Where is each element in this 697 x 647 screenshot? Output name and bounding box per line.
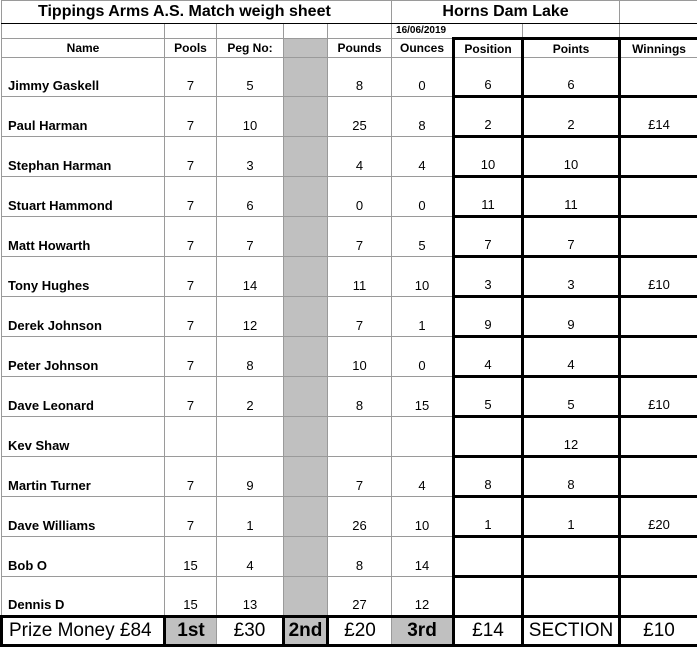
cell-position: 6: [454, 58, 523, 97]
blank-cell: [217, 24, 284, 39]
first-place-label: 1st: [165, 617, 217, 646]
cell-winnings: [620, 177, 697, 217]
match-date: 16/06/2019: [392, 24, 523, 39]
prize-label: Prize Money £84: [2, 617, 165, 646]
header-peg: Peg No:: [217, 39, 284, 58]
table-row: [2, 417, 697, 457]
cell-ounces: 12: [392, 577, 454, 617]
cell-peg: 13: [217, 577, 284, 617]
cell-pounds: 10: [328, 337, 392, 377]
cell-position: 9: [454, 297, 523, 337]
blank-cell: [165, 24, 217, 39]
title-row: [2, 1, 697, 24]
section-amount: £10: [620, 617, 697, 646]
cell-winnings: [620, 297, 697, 337]
cell-winnings: [620, 137, 697, 177]
angler-name: Tony Hughes: [2, 257, 165, 297]
cell-pounds: 8: [328, 377, 392, 417]
cell-pounds: 7: [328, 457, 392, 497]
cell-peg: 7: [217, 217, 284, 257]
gray-spacer: [284, 177, 328, 217]
blank-cell: [284, 24, 328, 39]
table-row: [2, 377, 697, 417]
table-row: [2, 177, 697, 217]
cell-winnings: [620, 217, 697, 257]
cell-position: 5: [454, 377, 523, 417]
gray-spacer: [284, 217, 328, 257]
table-row: [2, 337, 697, 377]
cell-winnings: £20: [620, 497, 697, 537]
cell-pools: 15: [165, 577, 217, 617]
gray-spacer: [284, 39, 328, 58]
angler-name: Bob O: [2, 537, 165, 577]
cell-winnings: [620, 417, 697, 457]
cell-ounces: 4: [392, 457, 454, 497]
angler-name: Martin Turner: [2, 457, 165, 497]
cell-pounds: 0: [328, 177, 392, 217]
cell-points: 6: [523, 58, 620, 97]
cell-ounces: 8: [392, 97, 454, 137]
third-place-amount: £14: [454, 617, 523, 646]
cell-winnings: £14: [620, 97, 697, 137]
gray-spacer: [284, 377, 328, 417]
cell-pounds: 8: [328, 537, 392, 577]
prize-row: [2, 617, 697, 646]
cell-points: 8: [523, 457, 620, 497]
table-row: [2, 217, 697, 257]
cell-ounces: 1: [392, 297, 454, 337]
cell-winnings: [620, 537, 697, 577]
table-row: [2, 457, 697, 497]
table-row: [2, 137, 697, 177]
header-winnings: Winnings: [620, 39, 697, 58]
cell-pools: 7: [165, 297, 217, 337]
blank-cell: [328, 24, 392, 39]
angler-name: Dave Leonard: [2, 377, 165, 417]
cell-peg: 3: [217, 137, 284, 177]
cell-position: 11: [454, 177, 523, 217]
cell-winnings: [620, 58, 697, 97]
cell-pools: 7: [165, 497, 217, 537]
cell-pools: 7: [165, 377, 217, 417]
cell-pounds: 11: [328, 257, 392, 297]
cell-winnings: [620, 337, 697, 377]
cell-pools: 15: [165, 537, 217, 577]
cell-pools: [165, 417, 217, 457]
cell-ounces: 0: [392, 177, 454, 217]
cell-pounds: 7: [328, 297, 392, 337]
second-place-label: 2nd: [284, 617, 328, 646]
gray-spacer: [284, 137, 328, 177]
cell-ounces: 0: [392, 337, 454, 377]
cell-peg: 12: [217, 297, 284, 337]
gray-spacer: [284, 297, 328, 337]
cell-points: 12: [523, 417, 620, 457]
cell-points: 1: [523, 497, 620, 537]
angler-name: Dennis D: [2, 577, 165, 617]
table-row: [2, 97, 697, 137]
cell-pools: 7: [165, 58, 217, 97]
section-label: SECTION: [523, 617, 620, 646]
cell-pounds: 7: [328, 217, 392, 257]
cell-peg: [217, 417, 284, 457]
cell-ounces: 5: [392, 217, 454, 257]
cell-position: 1: [454, 497, 523, 537]
cell-position: 10: [454, 137, 523, 177]
cell-winnings: £10: [620, 257, 697, 297]
cell-pounds: [328, 417, 392, 457]
angler-name: Paul Harman: [2, 97, 165, 137]
cell-peg: 1: [217, 497, 284, 537]
cell-peg: 8: [217, 337, 284, 377]
cell-position: 3: [454, 257, 523, 297]
gray-spacer: [284, 417, 328, 457]
cell-peg: 10: [217, 97, 284, 137]
table-row: [2, 297, 697, 337]
cell-points: 4: [523, 337, 620, 377]
table-row: [2, 497, 697, 537]
cell-points: [523, 577, 620, 617]
gray-spacer: [284, 537, 328, 577]
angler-name: Dave Williams: [2, 497, 165, 537]
cell-position: [454, 537, 523, 577]
cell-points: 5: [523, 377, 620, 417]
angler-name: Matt Howarth: [2, 217, 165, 257]
cell-pools: 7: [165, 257, 217, 297]
cell-position: [454, 417, 523, 457]
cell-winnings: [620, 457, 697, 497]
table-row: [2, 257, 697, 297]
cell-position: 2: [454, 97, 523, 137]
cell-position: 8: [454, 457, 523, 497]
cell-peg: 5: [217, 58, 284, 97]
cell-points: [523, 537, 620, 577]
cell-pools: 7: [165, 217, 217, 257]
header-position: Position: [454, 39, 523, 58]
first-place-amount: £30: [217, 617, 284, 646]
header-name: Name: [2, 39, 165, 58]
blank-cell: [620, 1, 697, 24]
cell-points: 9: [523, 297, 620, 337]
cell-pounds: 26: [328, 497, 392, 537]
gray-spacer: [284, 257, 328, 297]
cell-points: 2: [523, 97, 620, 137]
blank-cell: [2, 24, 165, 39]
venue-title: Horns Dam Lake: [392, 1, 620, 24]
header-points: Points: [523, 39, 620, 58]
cell-pounds: 25: [328, 97, 392, 137]
cell-ounces: 4: [392, 137, 454, 177]
angler-name: Kev Shaw: [2, 417, 165, 457]
cell-pounds: 27: [328, 577, 392, 617]
gray-spacer: [284, 577, 328, 617]
angler-name: Derek Johnson: [2, 297, 165, 337]
gray-spacer: [284, 97, 328, 137]
gray-spacer: [284, 457, 328, 497]
angler-name: Peter Johnson: [2, 337, 165, 377]
cell-pounds: 4: [328, 137, 392, 177]
table-row: [2, 58, 697, 97]
table-row: [2, 577, 697, 617]
gray-spacer: [284, 337, 328, 377]
header-pools: Pools: [165, 39, 217, 58]
cell-winnings: [620, 577, 697, 617]
cell-peg: 2: [217, 377, 284, 417]
gray-spacer: [284, 497, 328, 537]
cell-peg: 14: [217, 257, 284, 297]
cell-ounces: 15: [392, 377, 454, 417]
cell-ounces: 0: [392, 58, 454, 97]
cell-points: 10: [523, 137, 620, 177]
cell-pools: 7: [165, 137, 217, 177]
cell-points: 3: [523, 257, 620, 297]
cell-pools: 7: [165, 457, 217, 497]
angler-name: Stephan Harman: [2, 137, 165, 177]
blank-cell: [620, 24, 697, 39]
third-place-label: 3rd: [392, 617, 454, 646]
cell-points: 11: [523, 177, 620, 217]
cell-winnings: £10: [620, 377, 697, 417]
cell-pools: 7: [165, 337, 217, 377]
cell-pools: 7: [165, 177, 217, 217]
cell-ounces: 10: [392, 257, 454, 297]
gray-spacer: [284, 58, 328, 97]
cell-position: [454, 577, 523, 617]
sheet-title: Tippings Arms A.S. Match weigh sheet: [2, 1, 392, 24]
angler-name: Jimmy Gaskell: [2, 58, 165, 97]
cell-peg: 6: [217, 177, 284, 217]
header-pounds: Pounds: [328, 39, 392, 58]
cell-pounds: 8: [328, 58, 392, 97]
date-row: [2, 24, 697, 39]
cell-position: 7: [454, 217, 523, 257]
header-row: [2, 39, 697, 58]
cell-pools: 7: [165, 97, 217, 137]
cell-ounces: [392, 417, 454, 457]
cell-peg: 4: [217, 537, 284, 577]
cell-peg: 9: [217, 457, 284, 497]
angler-name: Stuart Hammond: [2, 177, 165, 217]
blank-cell: [523, 24, 620, 39]
header-ounces: Ounces: [392, 39, 454, 58]
cell-position: 4: [454, 337, 523, 377]
second-place-amount: £20: [328, 617, 392, 646]
cell-ounces: 10: [392, 497, 454, 537]
cell-points: 7: [523, 217, 620, 257]
table-row: [2, 537, 697, 577]
cell-ounces: 14: [392, 537, 454, 577]
